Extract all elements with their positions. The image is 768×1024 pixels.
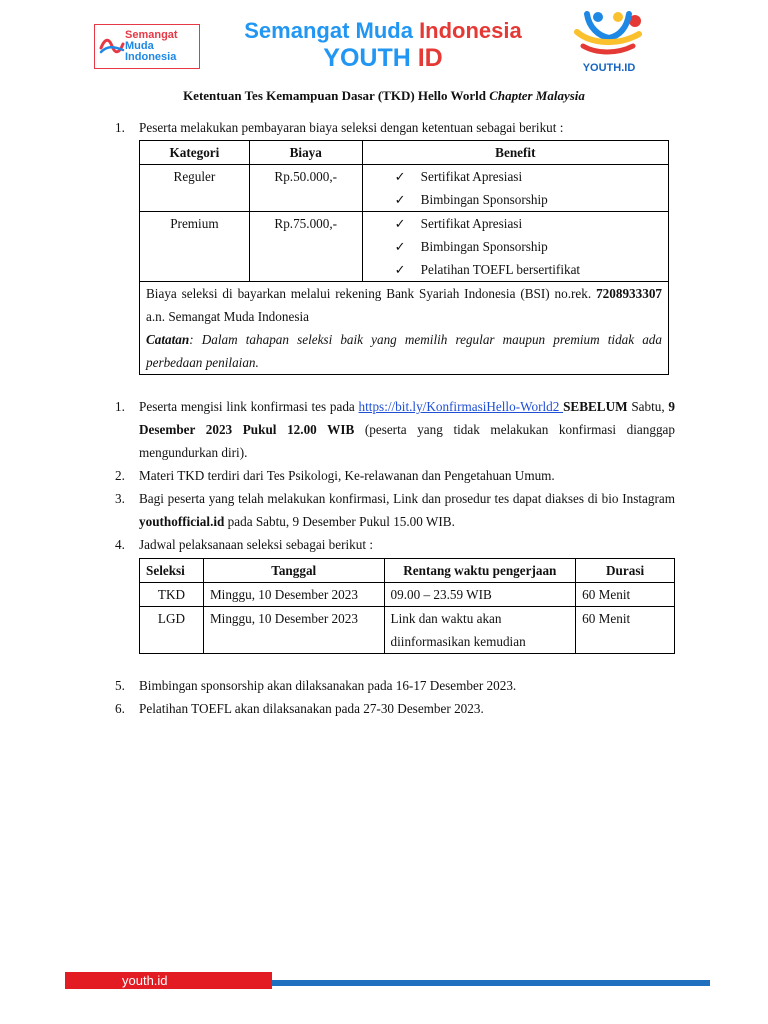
list-number: 1. — [115, 120, 125, 135]
semangat-muda-indonesia-logo — [94, 24, 200, 69]
seleksi-cell: LGD — [140, 607, 204, 654]
list-text: Materi TKD terdiri dari Tes Psikologi, Ke-relawanan dan Pengetahuan Umum. — [139, 468, 555, 483]
tanggal-cell: Minggu, 10 Desember 2023 — [203, 607, 384, 654]
benefit-text: Sertifikat Apresiasi — [420, 216, 523, 231]
header-subtitle-part2: ID — [417, 44, 443, 72]
list-text: Pelatihan TOEFL akan dilaksanakan pada 27-30 Desember 2023. — [139, 701, 484, 716]
item1-bold1: SEBELUM — [563, 399, 628, 414]
fee-table — [139, 140, 669, 375]
table-header-cell: Tanggal — [203, 559, 384, 583]
fee-cell: Rp.50.000,- — [249, 165, 362, 212]
youth-id-logo-caption: YOUTH.ID — [582, 62, 636, 74]
list-number: 2. — [115, 468, 125, 483]
durasi-cell: 60 Menit — [576, 607, 675, 654]
benefit-cell — [362, 212, 668, 282]
list-text: Jadwal pelaksanaan seleksi sebagai berikut : — [139, 537, 373, 552]
rentang-cell: 09.00 – 23.59 WIB — [384, 583, 576, 607]
footer-label: youth.id — [122, 973, 168, 988]
table-header-cell: Benefit — [362, 141, 668, 165]
benefit-item — [395, 165, 662, 188]
logo-text-line3: Indonesia — [125, 51, 177, 63]
document-title-italic: Chapter Malaysia — [489, 88, 585, 103]
list-number: 6. — [115, 701, 125, 716]
document-title-main: Ketentuan Tes Kemampuan Dasar (TKD) Hello World — [183, 88, 490, 103]
table-row — [140, 583, 675, 607]
logo-text-line1: Semangat — [125, 29, 178, 41]
item3-pre: Bagi peserta yang telah melakukan konfirmasi, Link dan prosedur tes dapat diakses di bio Instagram — [139, 491, 675, 506]
youth-figure-icon — [567, 8, 651, 60]
benefit-item — [395, 258, 662, 281]
benefit-text: Bimbingan Sponsorship — [420, 239, 548, 254]
seleksi-cell: TKD — [140, 583, 204, 607]
footer-blue-bar — [272, 980, 710, 986]
table-header-cell: Durasi — [576, 559, 675, 583]
payment-note-cell — [140, 282, 669, 375]
list-text: Peserta melakukan pembayaran biaya seleksi dengan ketentuan sebagai berikut : — [139, 120, 564, 135]
benefit-text: Pelatihan TOEFL bersertifikat — [420, 262, 581, 277]
benefit-cell — [362, 165, 668, 212]
benefit-item — [395, 235, 662, 258]
table-row — [140, 607, 675, 654]
instagram-handle: youthofficial.id — [139, 514, 225, 529]
table-header-cell: Biaya — [249, 141, 362, 165]
category-cell: Premium — [140, 212, 250, 282]
check-icon: ✓ — [394, 239, 406, 254]
fee-cell: Rp.75.000,- — [249, 212, 362, 282]
account-number: 7208933307 — [596, 286, 663, 301]
table-row — [140, 282, 669, 375]
list-number: 3. — [115, 491, 125, 506]
list-text — [139, 395, 675, 464]
list-number: 5. — [115, 678, 125, 693]
table-header-cell: Seleksi — [140, 559, 204, 583]
benefit-item — [395, 188, 662, 211]
item1-post: (peserta yang tidak melakukan konfirmasi dianggap mengundurkan diri). — [139, 422, 675, 460]
payment-text: Biaya seleksi di bayarkan melalui rekening Bank Syariah Indonesia (BSI) no.rek. — [146, 286, 592, 301]
check-icon: ✓ — [394, 216, 406, 231]
account-name: a.n. Semangat Muda Indonesia — [146, 309, 309, 324]
header-subtitle-part1: YOUTH — [323, 44, 418, 72]
footer-red-bar — [65, 972, 272, 989]
table-row — [140, 212, 669, 282]
benefit-text: Bimbingan Sponsorship — [420, 192, 548, 207]
benefit-item — [395, 212, 662, 235]
category-cell: Reguler — [140, 165, 250, 212]
header-title-part2: Indonesia — [419, 18, 522, 43]
item3-post: pada Sabtu, 9 Desember Pukul 15.00 WIB. — [224, 514, 455, 529]
tanggal-cell: Minggu, 10 Desember 2023 — [203, 583, 384, 607]
logo-mark-icon — [99, 36, 125, 56]
header-title — [205, 18, 561, 72]
rentang-cell: Link dan waktu akan diinformasikan kemudian — [384, 607, 576, 654]
document-title — [0, 88, 768, 104]
table-header-row — [140, 141, 669, 165]
note-label: Catatan — [146, 332, 190, 347]
table-header-row — [140, 559, 675, 583]
table-header-cell: Rentang waktu pengerjaan — [384, 559, 576, 583]
item1-bold2: 9 Desember 2023 Pukul 12.00 WIB — [139, 399, 675, 437]
check-icon: ✓ — [394, 192, 406, 207]
header-title-part1: Semangat Muda — [244, 18, 420, 43]
youth-id-logo — [567, 8, 651, 74]
benefit-text: Sertifikat Apresiasi — [420, 169, 523, 184]
list-text: Bimbingan sponsorship akan dilaksanakan pada 16-17 Desember 2023. — [139, 678, 517, 693]
note-text: : Dalam tahapan seleksi baik yang memilih regular maupun premium tidak ada perbedaan penilaian. — [146, 332, 662, 370]
list-number: 4. — [115, 537, 125, 552]
list-text — [139, 487, 675, 533]
schedule-table — [139, 558, 675, 654]
check-icon: ✓ — [394, 262, 406, 277]
list-number: 1. — [115, 399, 125, 414]
confirmation-link[interactable]: https://bit.ly/KonfirmasiHello-World2 — [358, 399, 564, 414]
table-row — [140, 165, 669, 212]
item1-mid: Sabtu, — [627, 399, 669, 414]
check-icon: ✓ — [394, 169, 406, 184]
item1-pre: Peserta mengisi link konfirmasi tes pada — [139, 399, 359, 414]
logo-text-line2: Muda — [125, 40, 154, 52]
durasi-cell: 60 Menit — [576, 583, 675, 607]
table-header-cell: Kategori — [140, 141, 250, 165]
